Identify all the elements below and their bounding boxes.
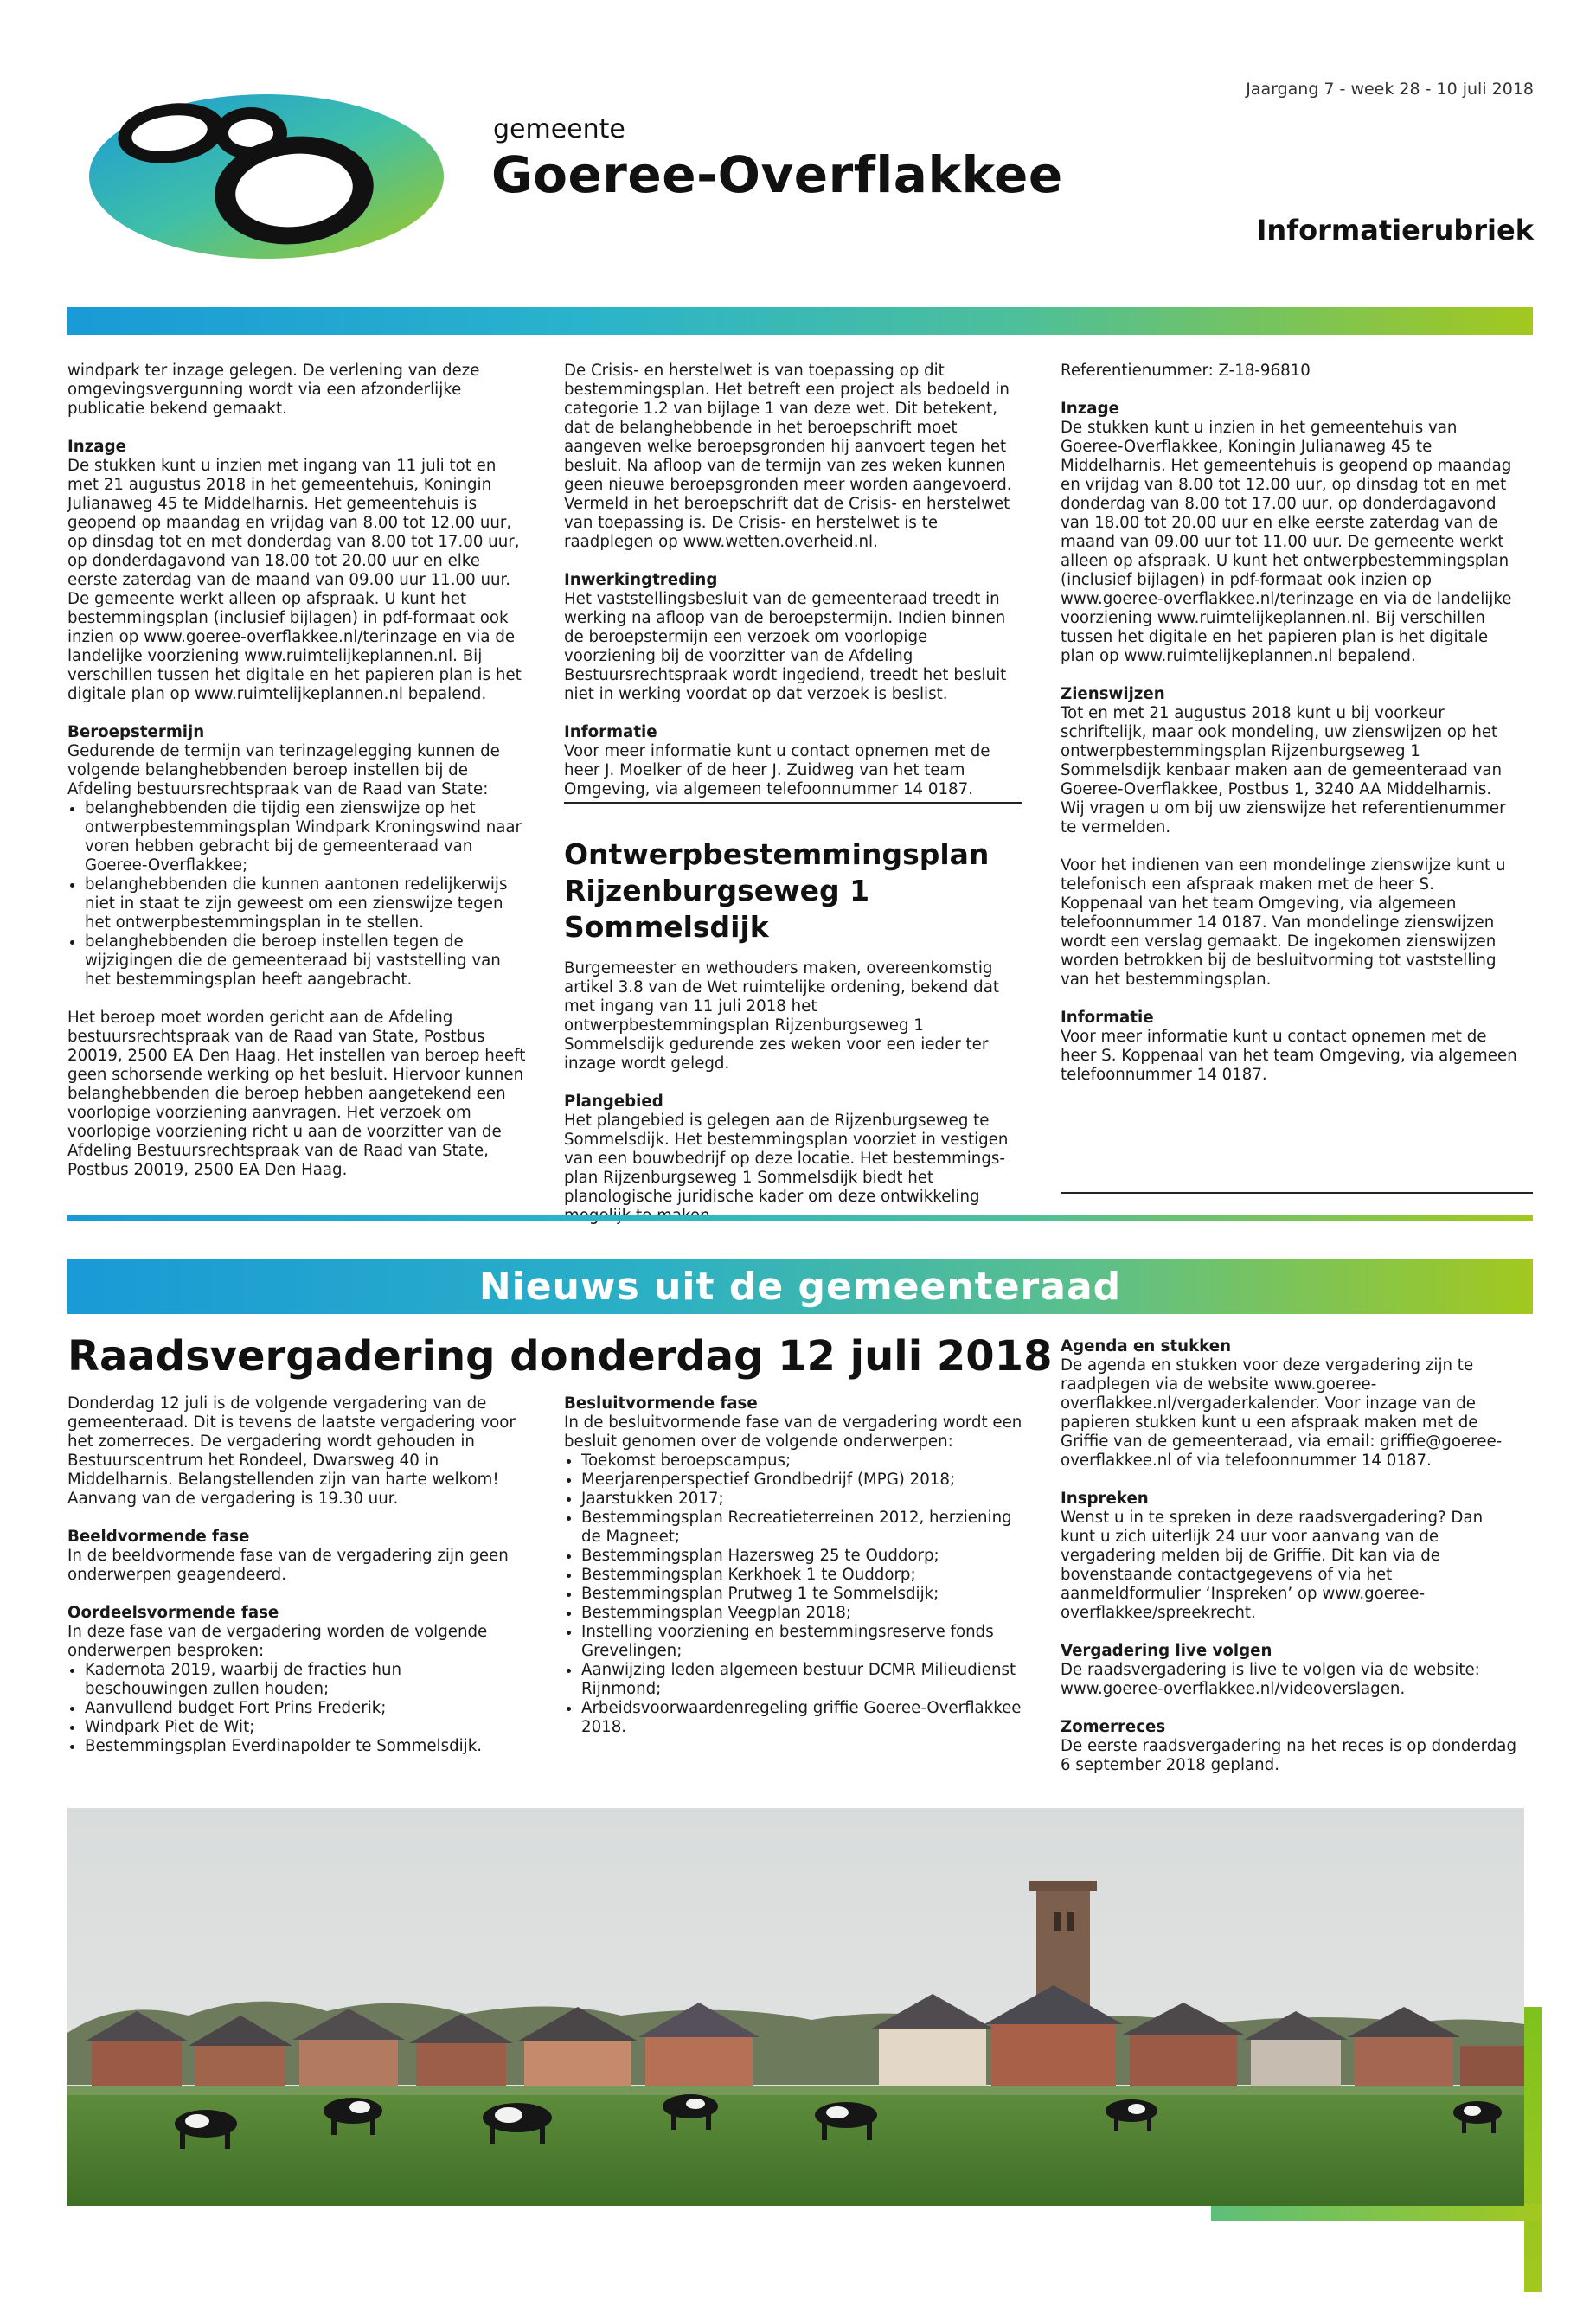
paragraph: Het beroep moet worden gericht aan de Afdeling bestuursrechtspraak van de Raad van State, Postbus 20019, 2500 EA Den Haag. Het instellen van beroep heeft geen schorsende werking op het besluit. Hiervoor kunnen belanghebbenden die beroep hebben aangetekend een voorlopige voorziening aanvragen. Het verzoek om voorlopige voorziening richt u aan de voorzitter van de Afdeling Bestuursrechtspraak van de Raad van State, Postbus 20019, 2500 EA Den Haag. — [67, 1009, 526, 1179]
list-item: • belanghebbenden die beroep instellen tegen de wijzigingen die de gemeenteraad bij vaststelling van het bestemmingsplan heeft aangebracht. — [85, 933, 526, 990]
heading-beroepstermijn: Beroepstermijn — [67, 723, 205, 741]
list-item: • Bestemmingsplan Everdinapolder te Sommelsdijk. — [85, 1737, 526, 1756]
list-item: • Aanvullend budget Fort Prins Frederik; — [85, 1699, 526, 1718]
paragraph: Gedurende de termijn van terinzagelegging kunnen de volgende belanghebbenden beroep instellen bij de Afdeling bestuursrechtspraak van de Raad van State: — [67, 742, 500, 798]
paragraph: De eerste raadsvergadering na het reces is op donderdag 6 september 2018 gepland. — [1061, 1737, 1517, 1774]
village-meadow-photo — [67, 1808, 1524, 2206]
list-item: • Bestemmingsplan Hazersweg 25 te Ouddorp; — [581, 1547, 1022, 1566]
heading-informatie: Informatie — [1061, 1009, 1154, 1027]
issue-info: Jaargang 7 - week 28 - 10 juli 2018 — [1246, 80, 1534, 99]
logo-municipality-name: Goeree-Overflakkee — [491, 145, 1063, 204]
section-divider-bar — [67, 1215, 1533, 1221]
news-banner: Nieuws uit de gemeenteraad — [67, 1259, 1533, 1314]
article-title: Ontwerpbestemmingsplan Rijzenburgseweg 1 Sommelsdijk — [564, 837, 990, 944]
paragraph: De stukken kunt u inzien in het gemeentehuis van Goeree-Overflakkee, Koningin Julianaweg 45 te Middelharnis. Het gemeentehuis is geopend op maandag en vrijdag van 8.00 tot 12.00 uur, op dinsdag tot en met donderdag van 8.00 tot 17.00 uur, op donderdagavond van 18.00 tot 20.00 uur en elke eerste zaterdag van de maand van 09.00 uur tot 11.00 uur. De gemeente werkt alleen op afspraak. U kunt het ontwerpbestemmingsplan (inclusief bijlagen) in pdf-formaat ook inzien op www.goeree-overflakkee.nl/terinzage en via de landelijke voorziening www.ruimtelijkeplannen.nl. Bij verschillen tussen het digitale en het papieren plan is het digitale plan op www.ruimtelijkeplannen.nl bepalend. — [1061, 419, 1512, 665]
heading-inwerkingtreding: Inwerkingtreding — [564, 571, 718, 589]
column-3 — [1061, 362, 1519, 1104]
paragraph: In de besluitvormende fase van de vergadering wordt een besluit genomen over de volgende onderwerpen: — [564, 1413, 1022, 1451]
list-item: • Arbeidsvoorwaardenregeling griffie Goeree-Overflakkee 2018. — [581, 1699, 1022, 1737]
column-3-rule — [1061, 1192, 1533, 1194]
reference-number: Referentienummer: Z-18-96810 — [1061, 362, 1311, 380]
heading-zienswijzen: Zienswijzen — [1061, 685, 1165, 703]
section-label: Informatierubriek — [1256, 214, 1534, 247]
list-item: • Bestemmingsplan Kerkhoek 1 te Ouddorp; — [581, 1566, 1022, 1585]
paragraph: Donderdag 12 juli is de volgende vergadering van de gemeenteraad. Dit is tevens de laatste vergadering voor het zomerreces. De vergadering wordt gehouden in Bestuurscentrum het Rondeel, Dwarsweg 40 in Middelharnis. Belangstellenden zijn van harte welkom! Aanvang van de vergadering is 19.30 uur. — [67, 1394, 516, 1508]
beroep-list — [67, 799, 526, 990]
paragraph: Wenst u in te spreken in deze raadsvergadering? Dan kunt u zich uiterlijk 24 uur voor aanvang van de vergadering melden bij de Griffie. Dit kan via de bovenstaande contactgegevens of via het aanmeldformulier ‘Inspreken’ op www.goeree-overflakkee/spreekrecht. — [1061, 1509, 1484, 1622]
paragraph: In de beeldvormende fase van de vergadering zijn geen onderwerpen geagendeerd. — [67, 1547, 509, 1584]
heading-plangebied: Plangebied — [564, 1093, 663, 1111]
list-item: • belanghebbenden die tijdig een zienswijze op het ontwerpbestemmingsplan Windpark Kroningswind naar voren hebben gebracht bij de gemeenteraad van Goeree-Overflakkee; — [85, 799, 526, 875]
list-item: • Toekomst beroepscampus; — [581, 1452, 1022, 1471]
gemeente-logo — [67, 80, 448, 266]
paragraph: windpark ter inzage gelegen. De verlening van deze omgevingsvergunning wordt via een afzonderlijke publicatie bekend gemaakt. — [67, 362, 480, 418]
paragraph: Voor meer informatie kunt u contact opnemen met de heer S. Koppenaal van het team Omgeving, via algemeen telefoonnummer 14 0187. — [1061, 1028, 1517, 1084]
heading-oordeelsvormende-fase: Oordeelsvormende fase — [67, 1604, 279, 1622]
heading-informatie: Informatie — [564, 723, 657, 741]
news-column-1 — [67, 1394, 526, 1775]
list-item: • Bestemmingsplan Prutweg 1 te Sommelsdijk; — [581, 1585, 1022, 1604]
list-item: • Bestemmingsplan Recreatieterreinen 2012, herziening de Magneet; — [581, 1509, 1022, 1547]
list-item: • Kadernota 2019, waarbij de fracties hun beschouwingen zullen houden; — [85, 1661, 526, 1699]
list-item: • Meerjarenperspectief Grondbedrijf (MPG) 2018; — [581, 1471, 1022, 1490]
heading-zomerreces: Zomerreces — [1061, 1718, 1166, 1736]
header-gradient-bar — [67, 307, 1533, 335]
besluit-list — [564, 1452, 1022, 1737]
heading-inzage: Inzage — [67, 438, 126, 456]
article-title: Raadsvergadering donderdag 12 juli 2018 — [67, 1332, 1053, 1381]
list-item: • Windpark Piet de Wit; — [85, 1718, 526, 1737]
paragraph: De stukken kunt u inzien met ingang van 11 juli tot en met 21 augustus 2018 in het gemeentehuis, Koningin Julianaweg 45 te Middelharnis. Het gemeentehuis is geopend op maandag en vrijdag van 8.00 tot 12.00 uur, op dinsdag tot en met donderdag van 8.00 tot 17.00 uur, op donderdagavond van 18.00 tot 20.00 uur en elke eerste zaterdag van de maand van 09.00 uur 11.00 uur. De gemeente werkt alleen op afspraak. U kunt het bestemmingsplan (inclusief bijlagen) in pdf-formaat ook inzien op www.goeree-overflakkee.nl/terinzage en via de landelijke voorziening www.ruimtelijkeplannen.nl. Bij verschillen tussen het digitale en het papieren plan is het digitale plan op www.ruimtelijkeplannen.nl bepalend. — [67, 457, 522, 703]
paragraph: Het plangebied is gelegen aan de Rijzenburgseweg te Sommelsdijk. Het bestemmingsplan voorziet in vestigen van een bouwbedrijf op deze locatie. Het bestemmingsplan Rijzenburgseweg 1 Sommelsdijk biedt het planologische juridische kader om deze ontwikkeling — [564, 1112, 1009, 1206]
heading-inspreken: Inspreken — [1061, 1490, 1149, 1508]
heading-inzage: Inzage — [1061, 400, 1119, 418]
list-item: • Bestemmingsplan Veegplan 2018; — [581, 1604, 1022, 1623]
decorative-green-edge — [1211, 2204, 1542, 2221]
decorative-green-edge — [1524, 2007, 1542, 2292]
column-1 — [67, 362, 526, 1199]
logo-gemeente-label: gemeente — [493, 114, 625, 144]
heading-live-volgen: Vergadering live volgen — [1061, 1642, 1272, 1660]
paragraph: De agenda en stukken voor deze vergadering zijn te raadplegen via de website www.goeree-overflakkee.nl/vergaderkalender. Voor inzage van de papieren stukken kunt u een afspraak maken met de Griffie van de gemeenteraad, via email: griffie@goeree-overflakkee.nl of via telefoonnummer 14 0187. — [1061, 1356, 1503, 1470]
heading-agenda: Agenda en stukken — [1061, 1337, 1232, 1356]
paragraph: Voor het indienen van een mondelinge zienswijze kunt u telefonisch een afspraak maken met de heer S. Koppenaal van het team Omgeving, via algemeen telefoonnummer 14 0187. Van mondelinge zienswijzen wordt een verslag gemaakt. De ingekomen zienswijzen worden betrokken bij de besluitvorming tot vaststelling van het bestemmingsplan. — [1061, 856, 1506, 989]
oordeel-list — [67, 1661, 526, 1756]
paragraph: De Crisis- en herstelwet is van toepassing op dit bestemmingsplan. Het betreft een project als bedoeld in categorie 1.2 van bijlage 1 van deze wet. Dit betekent, dat de belanghebbende in het beroepschrift moet aangeven welke beroepsgronden hij aanvoert tegen het besluit. Na afloop van de termijn van zes weken kunnen geen nieuwe beroepsgronden meer worden aangevoerd. Vermeld in het beroepschrift dat de Crisis- en herstelwet van toepassing is. De Crisis- en herstelwet is te raadplegen op www.wetten.overheid.nl. — [564, 362, 1012, 551]
paragraph: Tot en met 21 augustus 2018 kunt u bij voorkeur schriftelijk, maar ook mondeling, uw zienswijzen op het ontwerpbestemmingsplan Rijzenburgseweg 1 Sommelsdijk kenbaar maken aan de gemeenteraad van Goeree-Overflakkee, Postbus 1, 3240 AA Middelharnis. Wij vragen u om bij uw zienswijze het referentienummer te vermelden. — [1061, 704, 1506, 836]
list-item: • Jaarstukken 2017; — [581, 1490, 1022, 1509]
list-item: • Aanwijzing leden algemeen bestuur DCMR Milieudienst Rijnmond; — [581, 1661, 1022, 1699]
paragraph: In deze fase van de vergadering worden de volgende onderwerpen besproken: — [67, 1623, 488, 1660]
heading-besluitvormende-fase: Besluitvormende fase — [564, 1394, 758, 1413]
news-column-2 — [564, 1394, 1022, 1756]
column-2 — [564, 362, 1022, 1245]
paragraph: Burgemeester en wethouders maken, overeenkomstig artikel 3.8 van de Wet ruimtelijke ordening, bekend dat met ingang van 11 juli 2018 het ontwerpbestemmingsplan Rijzenburgseweg 1 Sommelsdijk gedurende zes weken voor een ieder ter inzage wordt gelegd. — [564, 959, 999, 1073]
list-item: • belanghebbenden die kunnen aantonen redelijkerwijs niet in staat te zijn geweest om een zienswijze tegen het ontwerpbestemmingsplan in te stellen. — [85, 875, 526, 933]
heading-beeldvormende-fase: Beeldvormende fase — [67, 1528, 250, 1546]
news-column-3 — [1061, 1337, 1519, 1794]
paragraph: Het vaststellingsbesluit van de gemeenteraad treedt in werking na afloop van de beroepstermijn. Indien binnen de beroepstermijn een verzoek om voorlopige voorziening bij de voorzitter van de Afdeling Bestuursrechtspraak wordt ingediend, treedt het besluit niet in werking voordat op dat verzoek is beslist. — [564, 590, 1007, 703]
list-item: • Instelling voorziening en bestemmingsreserve fonds Grevelingen; — [581, 1623, 1022, 1661]
paragraph: De raadsvergadering is live te volgen via de website: www.goeree-overflakkee.nl/videoverslagen. — [1061, 1661, 1480, 1698]
paragraph: Voor meer informatie kunt u contact opnemen met de heer J. Moelker of de heer J. Zuidweg van het team Omgeving, via algemeen telefoonnummer 14 0187. — [564, 742, 1022, 804]
